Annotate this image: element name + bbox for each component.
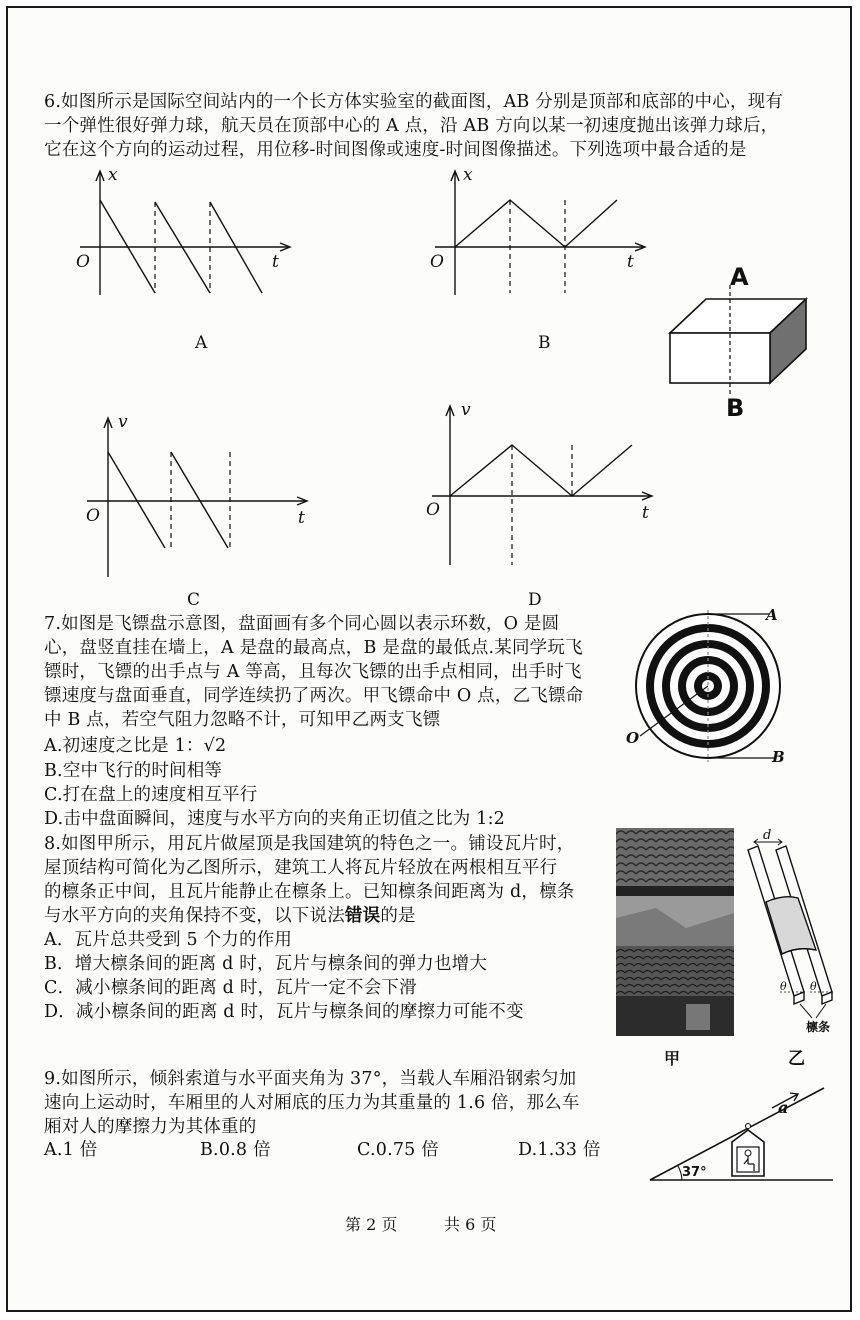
q9-option-a: A.1 倍	[44, 1140, 98, 1160]
purlin-theta-right: θ	[810, 980, 817, 993]
q6-line3: 它在这个方向的运动过程，用位移-时间图像或速度-时间图像描述。下列选项中最合适的是	[44, 140, 747, 160]
q8-line2: 屋顶结构可简化为乙图所示，建筑工人将瓦片轻放在两根相互平行	[44, 858, 558, 878]
cable-car-angle-label: 37°	[682, 1165, 707, 1180]
graph-c-caption: C	[187, 590, 201, 610]
graph-a-y-label: x	[108, 165, 118, 185]
q7-option-a-text: A.初速度之比是 1：	[44, 736, 204, 756]
graph-c-y-label: v	[118, 412, 128, 432]
q7-line4: 镖速度与盘面垂直，同学连续扔了两次。甲飞镖命中 O 点，乙飞镖命	[44, 686, 584, 706]
q8-option-a: A．瓦片总共受到 5 个力的作用	[44, 930, 293, 950]
q9-line3: 厢对人的摩擦力为其体重的	[44, 1117, 257, 1137]
purlin-label: 檩条	[806, 1020, 831, 1034]
q7-option-b: B.空中飞行的时间相等	[44, 761, 223, 781]
dartboard-label-a: A	[766, 606, 778, 624]
q7-option-d: D.击中盘面瞬间，速度与水平方向的夹角正切值之比为 1:2	[44, 809, 505, 829]
q8-line4-pre: 与水平方向的夹角保持不变，以下说法	[44, 906, 345, 926]
graph-c-origin: O	[86, 506, 100, 526]
footer-page-number: 第 2 页	[345, 1215, 398, 1234]
lab-box-figure	[668, 295, 808, 395]
graph-b-y-label: x	[463, 165, 473, 185]
box-bottom-label: B	[726, 394, 745, 422]
q9-line1: 9.如图所示，倾斜索道与水平面夹角为 37°，当载人车厢沿钢索匀加	[44, 1069, 577, 1089]
graph-d-y-label: v	[461, 400, 471, 420]
q8-option-b: B．增大檩条间的距离 d 时，瓦片与檩条间的弹力也增大	[44, 954, 488, 974]
graph-c-x-label: t	[298, 508, 305, 528]
graph-d-origin: O	[426, 500, 440, 520]
q6-line1: 6.如图所示是国际空间站内的一个长方体实验室的截面图，AB 分别是顶部和底部的中心，现有	[44, 92, 784, 112]
q7-option-c: C.打在盘上的速度相互平行	[44, 785, 258, 805]
graph-a	[70, 165, 300, 325]
graph-c	[75, 412, 315, 587]
figure-jia-caption: 甲	[664, 1049, 681, 1068]
box-top-label: A	[730, 263, 749, 291]
graph-d-x-label: t	[642, 503, 649, 523]
dartboard-label-b: B	[772, 748, 785, 766]
cable-car-figure	[648, 1080, 838, 1185]
q7-line3: 镖时，飞镖的出手点与 A 等高，且每次飞镖的出手点相同，出手时飞	[44, 662, 582, 682]
graph-a-caption: A	[195, 333, 208, 353]
q8-option-d: D．减小檩条间的距离 d 时，瓦片与檩条间的摩擦力可能不变	[44, 1002, 524, 1022]
q8-line4-bold: 错误	[344, 906, 381, 926]
graph-d	[420, 400, 660, 575]
dartboard-figure	[620, 606, 840, 766]
footer-total-pages: 共 6 页	[444, 1215, 497, 1234]
purlin-d-label: d	[763, 828, 772, 843]
graph-b-origin: O	[430, 252, 444, 272]
q8-line4	[44, 904, 416, 928]
q8-line3: 的檩条正中间，且瓦片能静止在檩条上。已知檩条间距离为 d，檩条	[44, 882, 575, 902]
graph-a-x-label: t	[272, 252, 279, 272]
dartboard-label-o: O	[626, 729, 640, 747]
figure-yi-caption: 乙	[788, 1049, 805, 1069]
graph-a-origin: O	[76, 252, 90, 272]
graph-b-caption: B	[538, 333, 551, 353]
q8-line4-post: 的是	[380, 906, 416, 926]
purlin-theta-left: θ	[780, 980, 787, 993]
q9-option-b: B.0.8 倍	[200, 1140, 271, 1160]
q7-option-a	[44, 734, 226, 758]
purlin-diagram	[740, 832, 850, 1032]
graph-b	[425, 165, 655, 325]
graph-b-x-label: t	[627, 252, 634, 272]
q7-line2: 心，盘竖直挂在墙上，A 是盘的最高点，B 是盘的最低点.某同学玩飞	[44, 638, 583, 658]
q9-option-c: C.0.75 倍	[357, 1140, 439, 1160]
q8-option-c: C．减小檩条间的距离 d 时，瓦片一定不会下滑	[44, 978, 417, 998]
q7-line5: 中 B 点，若空气阻力忽略不计，可知甲乙两支飞镖	[44, 710, 441, 730]
q6-line2: 一个弹性很好弹力球，航天员在顶部中心的 A 点，沿 AB 方向以某一初速度抛出该弹力球后，	[44, 116, 779, 136]
roof-photo	[616, 828, 734, 1036]
q7-line1: 7.如图是飞镖盘示意图，盘面画有多个同心圆以表示环数，O 是圆	[44, 614, 560, 634]
q9-line2: 速向上运动时，车厢里的人对厢底的压力为其重量的 1.6 倍，那么车	[44, 1093, 580, 1113]
q8-line1: 8.如图甲所示，用瓦片做屋顶是我国建筑的特色之一。铺设瓦片时，	[44, 834, 575, 854]
cable-car-accel-label: a	[778, 1098, 789, 1117]
graph-d-caption: D	[528, 590, 542, 610]
q9-option-d: D.1.33 倍	[518, 1140, 601, 1160]
q7-option-a-sqrt: √2	[203, 736, 227, 756]
